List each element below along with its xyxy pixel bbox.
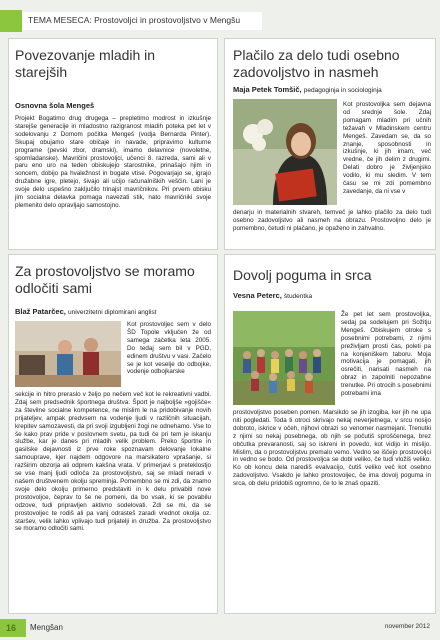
article-body [233, 409, 431, 488]
article-paragraph: Kot prostovoljec sem v delo ŠD Topole vključen že od samega začetka leta 2005. Do tedaj sem bil v PGD, edinem društvu v vasi. Začelo se je kot veselje do odbojke, vodenje odbojkarske [127, 321, 211, 376]
article-body-column [127, 321, 211, 376]
article-paragraph: Kot prostovoljka sem dejavna od srednje šole. Zdaj pomagam mladim pri učnih težavah v Mladinskem centru Mengeš. Zavedam se, da so znanje, sposobnosti in izkušnje, ki jih imam, več vredne, če jih delim z drugimi. Delati dobro je življenjsko vodilo, ki mu sledim. V tem času se mi zdi pomembno zavedanje, da ni vse v [343, 101, 431, 195]
author-role: pedagoginja in sociologinja [303, 87, 382, 94]
article-body-column [341, 311, 431, 398]
author-name: Maja Petek Tomšič, [233, 85, 302, 94]
article-author [233, 85, 431, 94]
group-photo [233, 311, 335, 405]
section-label: TEMA MESECA: Prostovoljci in prostovoljstvo v Mengšu [28, 15, 241, 25]
section-header [0, 10, 440, 32]
article-card-1 [8, 38, 218, 250]
header-accent [0, 10, 22, 32]
article-body [15, 391, 211, 533]
author-photo [233, 99, 337, 205]
article-author [233, 291, 431, 300]
issue-date: november 2012 [384, 623, 430, 630]
page-footer [0, 615, 440, 640]
article-title: Povezovanje mladih in starejših [15, 47, 156, 80]
article-paragraph: Projekt Bogatimo drug drugega – prepletimo modrost in izkušnje starejše generacije in mladostno razigranost mladih poteka pet let v sodelovanju z Domom počitka Mengeš (vodja Bernarda Pinter). Skupaj obujamo stare običaje in navade, pripravimo kulturne programe (pevski zbor, dramski), imamo delavnice (novoletne, spomladanske). Mavričini prostovoljci, učenci 8. razreda, sami ali v paru eno uro na teden obiskujejo starostnike, prinašajo njim in soncem, dobijo pa hvaležnost in bogate vtise. Pogovarjajo se, igrajo družabne igre, pletejo, šivajo ali učijo računalniških veščin. Lani je svoje delo uspešno zaključilo trinajst mavričnikov. Pri prvem obisku jim socialna delavka pomaga navezati stik, nato mavričniki svoje plemenito delo opravljajo samostojno. [15, 115, 211, 209]
article-body [233, 209, 431, 233]
article-card-3 [8, 254, 218, 614]
author-role: univerzitetni diplomirani anglist [67, 309, 157, 316]
article-paragraph: Že pet let sem prostovoljka, sedaj pa sodelujem pri Sožitju Mengeš. Obiskujem otroke s posebnimi potrebami, z njimi preživljam prosti čas, poleti pa na konjeniškem taboru. Moja motivacija je pomagati, jih osrečiti, narisati nasmeh na obraz in zapolniti nepozabne trenutke. Pri otrocih s posebnimi potrebami ima [341, 311, 431, 398]
page-number: 16 [6, 623, 17, 633]
article-body [15, 115, 211, 210]
article-author [15, 307, 211, 316]
article-title: Za prostovoljstvo se moramo odločiti sami [15, 263, 195, 296]
article-author: Osnovna šola Mengeš [15, 101, 95, 110]
author-photo [15, 321, 121, 387]
author-role: študentka [283, 293, 313, 300]
article-card-2 [224, 38, 436, 250]
article-title: Dovolj poguma in srca [233, 267, 372, 283]
author-name: Vesna Peterc, [233, 291, 282, 300]
magazine-name: Mengšan [30, 623, 63, 632]
article-title: Plačilo za delo tudi osebno zadovoljstvo in nasmeh [233, 47, 400, 80]
article-paragraph: prostovoljstvo poseben pomen. Marsikdo se jih izogiba, ker jih ne upa niti pogledati. Toda ti otroci skrivajo nekaj neverjetnega, v srcu nosijo dobroto, iskrice v očeh, njihovi obrazi so venomer nasmejani. Trenutki z njimi so nekaj posebnega, ob njih se počutiš sproščenega, brez občutka prevaranosti, saj so iskreni in povedo, kot vidijo in mislijo. Mislim, da o prostovoljstvu premalo vemo. Vedno se iščejo prostovoljci in vedno se bodo. Od prostovoljca se dobi veliko, če tudi vložiš veliko. Ko ob koncu dela narediš evalvacijo, čutiš veliko več kot osebno zadovoljstvo. Vsakdo je lahko prostovoljec, če ima dovolj poguma in srca, ob delu pridobiš ogromno, če to le znaš opaziti. [233, 409, 431, 488]
author-name: Blaž Patarčec, [15, 307, 66, 316]
article-card-4 [224, 254, 436, 614]
article-body-column [343, 101, 431, 196]
article-paragraph: sekcije in hitro preraslo v željo po nečem več kot le rekreativni vadbi. Zdaj sem predsednik športnega društva. Šport je najboljše »gojišče« za številne socialne kompetence, ne mislim le na pridobivanje novih prijateljev, ampak predvsem na vodenje ljudi v različnih situacijah, krepitev samozavesti, da pri svoji izgubljeni žogi ne odnehamo. Vse to še kako prav pride v poslovnem svetu, pa tudi če pri tem je iskanju službe, kar je danes pri mladih velik problem. Preko športne in gasilske dejavnosti iz prve roke spoznavam delovanje lokalne samouprave, kjer najdem odgovore na marsikatero vprašanje, si razširim obzorja ali odprem kakšna vrata. V primerjavi s preteklostjo se vse manj ljudi odloča za prostovoljstvo, saj se mladi neradi v našem društvenem okolju spreminja. Pomembno se mi zdi, da znamo svoje delo okolju primerno predstaviti in k delu privabiti nove prostovoljce, čeprav to še ne pomeni, da bo vsak, ki se povabilu odzove, tudi pripravljen aktivno sodelovati. Zdi se mi, da se prostovoljec te rodiš ali pa vanj odrasteš zaradi vrednot okolja oz. staršev, velik lahko vplivajo tudi prijatelji in družba. Za prostovoljstvo se moramo odločiti sami. [15, 391, 211, 533]
article-paragraph: denarju in materialnih stvareh, temveč je lahko plačilo za delo tudi osebno zadovoljstvo ali nasmeh na obrazu. Prostovoljno delo je pomembno, četudi ni plačano, je opaženo in zahvalno. [233, 209, 431, 232]
